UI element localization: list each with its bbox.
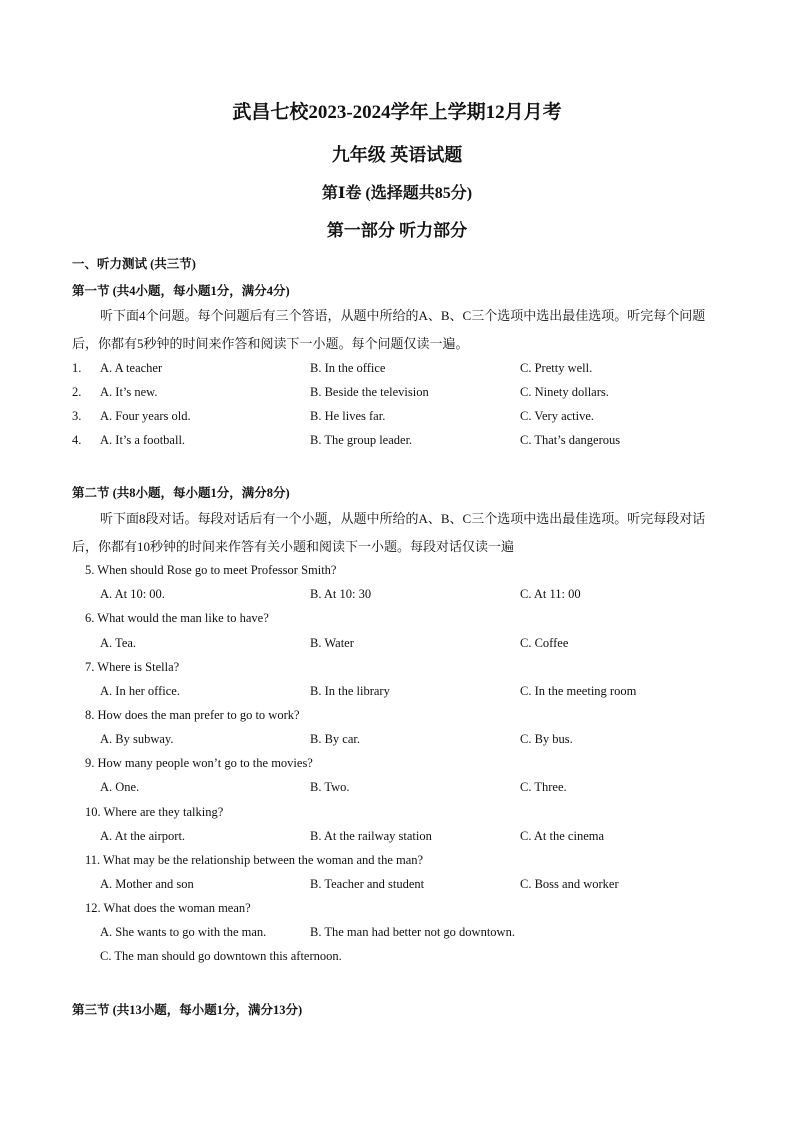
option-c: C. Ninety dollars. bbox=[520, 385, 609, 399]
question-stem: 6. What would the man like to have? bbox=[85, 611, 269, 625]
question-number: 1. bbox=[72, 361, 82, 375]
option-c: C. At the cinema bbox=[520, 829, 605, 843]
section-main-heading: 一、听力测试 (共三节) bbox=[72, 257, 196, 271]
option-c: C. The man should go downtown this afternoon. bbox=[100, 949, 342, 963]
option-b: B. In the library bbox=[310, 684, 390, 698]
question-number: 4. bbox=[72, 433, 82, 447]
option-a: A. At the airport. bbox=[100, 829, 186, 843]
sec1-question-row bbox=[72, 409, 724, 429]
option-c: C. Coffee bbox=[520, 636, 569, 650]
option-c: C. In the meeting room bbox=[520, 684, 637, 698]
option-a: A. Mother and son bbox=[100, 877, 194, 891]
question-stem: 12. What does the woman mean? bbox=[85, 901, 251, 915]
option-c: C. Three. bbox=[520, 780, 567, 794]
option-a: A. It’s new. bbox=[100, 385, 158, 399]
option-c: C. That’s dangerous bbox=[520, 433, 621, 447]
option-a: A. It’s a football. bbox=[100, 433, 186, 447]
option-c: C. By bus. bbox=[520, 732, 573, 746]
option-a: A. At 10: 00. bbox=[100, 587, 165, 601]
options-row bbox=[100, 877, 724, 897]
option-b: B. Water bbox=[310, 636, 354, 650]
options-row bbox=[100, 949, 724, 969]
option-a: A. By subway. bbox=[100, 732, 174, 746]
question-number: 2. bbox=[72, 385, 82, 399]
options-row bbox=[100, 732, 724, 752]
option-b: B. Two. bbox=[310, 780, 350, 794]
option-c: C. At 11: 00 bbox=[520, 587, 581, 601]
option-a: A. She wants to go with the man. bbox=[100, 925, 267, 939]
sec1-question-row bbox=[72, 361, 724, 381]
options-row bbox=[100, 636, 724, 656]
option-b: B. He lives far. bbox=[310, 409, 386, 423]
sec1-instructions: 听下面4个问题。每个问题后有三个答语，从题中所给的A、B、C三个选项中选出最佳选项。听完每个问题后，你都有5秒钟的时间来作答和阅读下一小题。每个问题仅读一遍。 bbox=[72, 308, 706, 351]
option-b: B. At 10: 30 bbox=[310, 587, 372, 601]
sec1-question-row bbox=[72, 385, 724, 405]
sec2-heading: 第二节 (共8小题，每小题1分，满分8分) bbox=[72, 486, 290, 500]
option-c: C. Very active. bbox=[520, 409, 595, 423]
option-b: B. The group leader. bbox=[310, 433, 413, 447]
option-a: A. One. bbox=[100, 780, 140, 794]
option-b: B. The man had better not go downtown. bbox=[310, 925, 515, 939]
volume-heading: 第Ⅰ卷 (选择题共85分) bbox=[321, 185, 473, 202]
options-row bbox=[100, 829, 724, 849]
part-heading: 第一部分 听力部分 bbox=[326, 221, 468, 240]
question-stem: 9. How many people won’t go to the movies? bbox=[85, 756, 313, 770]
options-row bbox=[100, 684, 724, 704]
option-b: B. By car. bbox=[310, 732, 360, 746]
question-number: 3. bbox=[72, 409, 82, 423]
question-stem: 5. When should Rose go to meet Professor Smith? bbox=[85, 563, 337, 577]
option-b: B. Teacher and student bbox=[310, 877, 425, 891]
sec2-instructions: 听下面8段对话。每段对话后有一个小题，从题中所给的A、B、C三个选项中选出最佳选项。听完每段对话后，你都有10秒钟的时间来作答有关小题和阅读下一小题。每段对话仅读一遍 bbox=[72, 511, 706, 554]
sec1-heading: 第一节 (共4小题，每小题1分，满分4分) bbox=[72, 284, 290, 298]
exam-subtitle: 九年级 英语试题 bbox=[331, 145, 463, 165]
option-c: C. Pretty well. bbox=[520, 361, 593, 375]
options-row bbox=[100, 925, 724, 945]
option-a: A. A teacher bbox=[100, 361, 163, 375]
question-stem: 10. Where are they talking? bbox=[85, 805, 224, 819]
question-stem: 7. Where is Stella? bbox=[85, 660, 180, 674]
option-b: B. Beside the television bbox=[310, 385, 429, 399]
option-a: A. In her office. bbox=[100, 684, 180, 698]
option-b: B. At the railway station bbox=[310, 829, 432, 843]
options-row bbox=[100, 780, 724, 800]
sec3-heading: 第三节 (共13小题，每小题1分，满分13分) bbox=[72, 1003, 303, 1017]
sec1-question-row bbox=[72, 433, 724, 453]
option-b: B. In the office bbox=[310, 361, 386, 375]
question-stem: 11. What may be the relationship between the woman and the man? bbox=[85, 853, 424, 867]
option-a: A. Four years old. bbox=[100, 409, 191, 423]
option-a: A. Tea. bbox=[100, 636, 137, 650]
options-row bbox=[100, 587, 724, 607]
exam-title: 武昌七校2023-2024学年上学期12月月考 bbox=[232, 102, 562, 123]
question-stem: 8. How does the man prefer to go to work? bbox=[85, 708, 300, 722]
option-c: C. Boss and worker bbox=[520, 877, 619, 891]
